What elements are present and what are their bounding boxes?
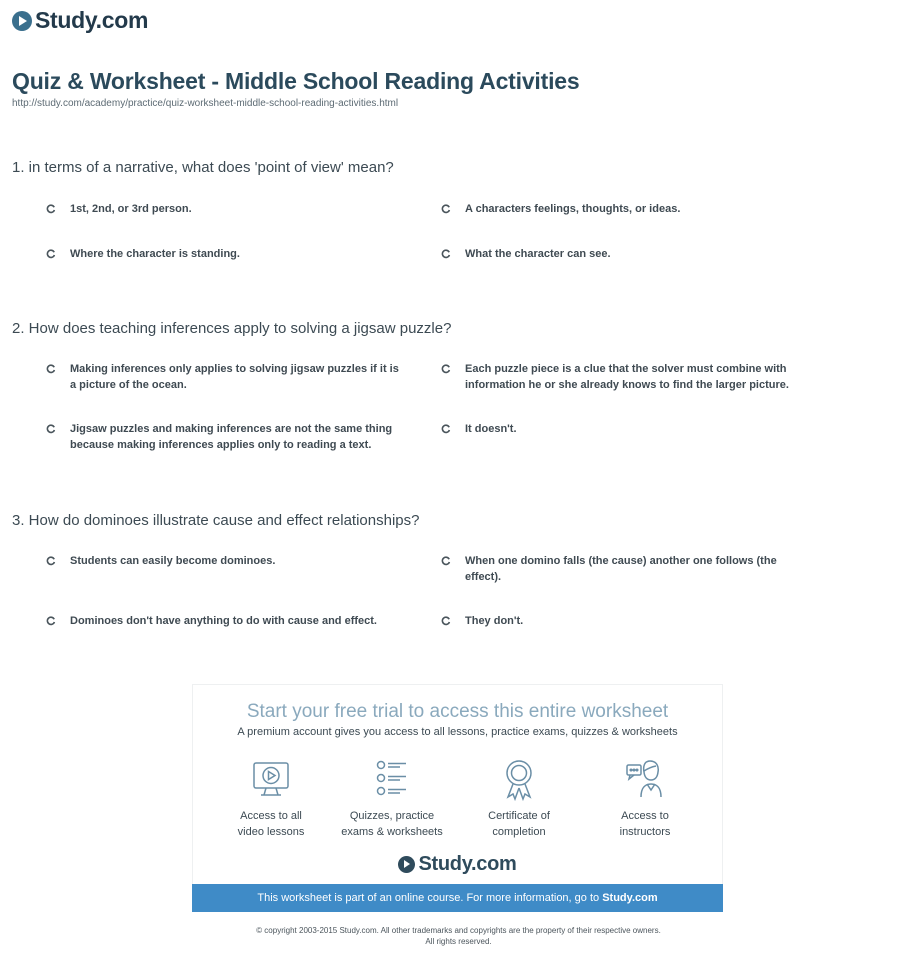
- question-3: 3. How do dominoes illustrate cause and effect relationships?: [12, 512, 420, 529]
- logo-text: Study.com: [418, 853, 517, 875]
- free-trial-promo: [192, 684, 723, 912]
- q1-option-b[interactable]: [441, 201, 821, 217]
- q2-option-a[interactable]: [46, 361, 406, 393]
- feature-certificate: [459, 757, 579, 840]
- q1-option-d[interactable]: [441, 246, 821, 262]
- feature-label: Quizzes, practice exams & worksheets: [341, 810, 443, 838]
- study-com-link[interactable]: Study.com: [602, 892, 658, 904]
- play-logo-icon: [12, 11, 32, 31]
- radio-button-icon[interactable]: [441, 364, 451, 374]
- rights-line: All rights reserved.: [425, 937, 492, 946]
- q2-option-b[interactable]: [441, 361, 821, 393]
- course-info-bar[interactable]: [192, 884, 723, 912]
- option-label: What the character can see.: [465, 248, 611, 260]
- radio-button-icon[interactable]: [441, 249, 451, 259]
- radio-button-icon[interactable]: [46, 424, 56, 434]
- feature-quizzes: [332, 757, 452, 840]
- feature-label: Access to instructors: [619, 810, 671, 838]
- option-label: They don't.: [465, 615, 524, 627]
- feature-label: Certificate of completion: [488, 810, 550, 838]
- quiz-list-icon: [370, 757, 414, 801]
- option-label: 1st, 2nd, or 3rd person.: [70, 203, 192, 215]
- option-label: A characters feelings, thoughts, or ideas.: [465, 203, 681, 215]
- copyright-line: © copyright 2003-2015 Study.com. All other trademarks and copyrights are the property of their respective owners.: [256, 926, 661, 935]
- page-url: http://study.com/academy/practice/quiz-worksheet-middle-school-reading-activities.html: [12, 98, 399, 109]
- option-label: Where the character is standing.: [70, 248, 240, 260]
- feature-instructors: [585, 757, 705, 840]
- question-1: 1. in terms of a narrative, what does 'point of view' mean?: [12, 159, 394, 176]
- radio-button-icon[interactable]: [46, 204, 56, 214]
- feature-label: Access to all video lessons: [237, 810, 305, 838]
- radio-button-icon[interactable]: [46, 364, 56, 374]
- radio-button-icon[interactable]: [441, 556, 451, 566]
- q1-option-a[interactable]: [46, 201, 406, 217]
- radio-button-icon[interactable]: [46, 556, 56, 566]
- option-label: It doesn't.: [465, 423, 517, 435]
- option-label: Jigsaw puzzles and making inferences are not the same thing because making inferences applies only to reading a text.: [70, 423, 393, 451]
- promo-subheading: A premium account gives you access to all lessons, practice exams, quizzes & worksheets: [237, 726, 678, 738]
- option-label: Students can easily become dominoes.: [70, 555, 276, 567]
- option-label: When one domino falls (the cause) another one follows (the effect).: [465, 555, 777, 583]
- radio-button-icon[interactable]: [46, 249, 56, 259]
- video-lesson-icon: [249, 757, 293, 801]
- option-label: Each puzzle piece is a clue that the solver must combine with information he or she already knows to find the larger picture.: [465, 363, 789, 391]
- radio-button-icon[interactable]: [441, 424, 451, 434]
- q3-option-d[interactable]: [441, 613, 821, 629]
- q1-option-c[interactable]: [46, 246, 406, 262]
- radio-button-icon[interactable]: [46, 616, 56, 626]
- radio-button-icon[interactable]: [441, 204, 451, 214]
- promo-study-com-logo[interactable]: [193, 853, 722, 876]
- option-label: Making inferences only applies to solving jigsaw puzzles if it is a picture of the ocean.: [70, 363, 399, 391]
- q3-option-b[interactable]: [441, 553, 821, 585]
- study-com-logo[interactable]: [12, 7, 148, 34]
- radio-button-icon[interactable]: [441, 616, 451, 626]
- instructor-icon: [623, 757, 667, 801]
- play-logo-icon: [398, 856, 415, 873]
- option-label: Dominoes don't have anything to do with cause and effect.: [70, 615, 377, 627]
- feature-video-lessons: [211, 757, 331, 840]
- bar-text: This worksheet is part of an online course. For more information, go to: [257, 892, 600, 904]
- q2-option-c[interactable]: [46, 421, 406, 453]
- copyright-footer: [0, 925, 917, 947]
- q2-option-d[interactable]: [441, 421, 821, 437]
- q3-option-a[interactable]: [46, 553, 406, 569]
- question-2: 2. How does teaching inferences apply to solving a jigsaw puzzle?: [12, 320, 452, 337]
- logo-text: Study.com: [35, 7, 149, 33]
- q3-option-c[interactable]: [46, 613, 406, 629]
- certificate-icon: [497, 757, 541, 801]
- page-title: Quiz & Worksheet - Middle School Reading Activities: [12, 68, 580, 94]
- promo-heading[interactable]: Start your free trial to access this entire worksheet: [246, 701, 669, 722]
